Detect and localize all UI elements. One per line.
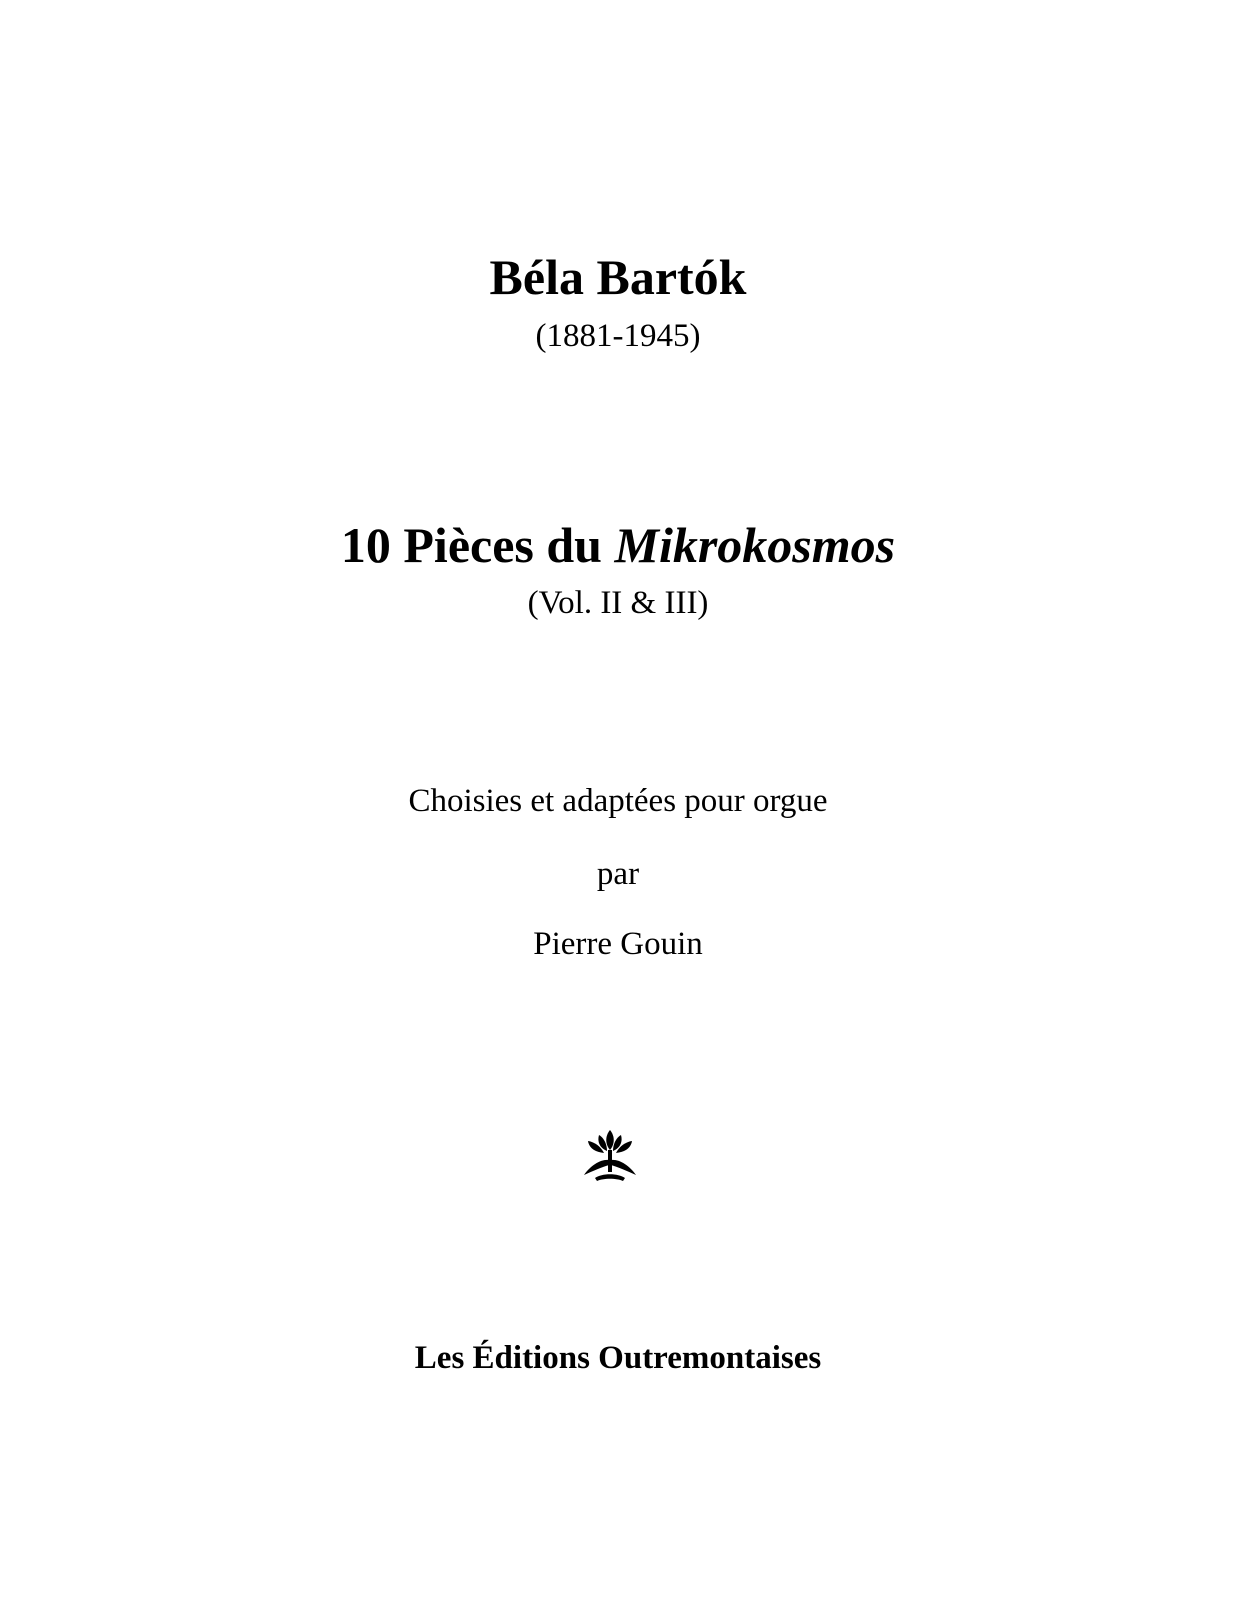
composer-name: Béla Bartók xyxy=(489,249,747,305)
work-title-prefix: 10 Pièces du xyxy=(340,517,615,573)
composer-dates: (1881-1945) xyxy=(535,318,701,354)
credit-par: par xyxy=(596,856,640,892)
work-volumes: (Vol. II & III) xyxy=(527,585,709,621)
publisher-name: Les Éditions Outremontaises xyxy=(414,1340,822,1376)
adaptation-credit: Choisies et adaptées pour orgue xyxy=(408,783,828,819)
work-title xyxy=(0,517,1236,573)
work-title-italic: Mikrokosmos xyxy=(614,517,896,573)
arranger-name: Pierre Gouin xyxy=(533,926,703,962)
lotus-ornament-icon xyxy=(582,1128,638,1182)
